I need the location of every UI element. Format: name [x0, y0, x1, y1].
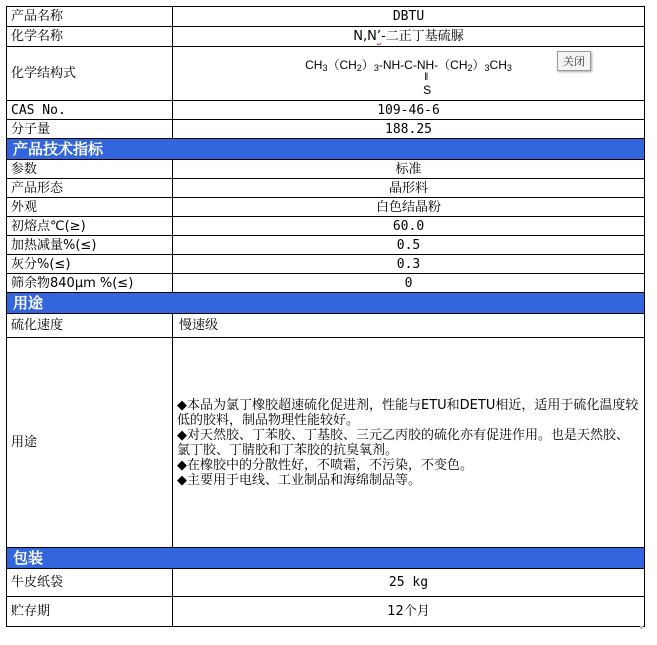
- tech-label: 产品形态: [7, 179, 173, 198]
- label-cas: CAS No.: [7, 101, 173, 120]
- close-button[interactable]: 关闭: [557, 51, 591, 71]
- tech-value: 0.3: [173, 255, 645, 274]
- row-cure-speed: [7, 314, 645, 338]
- row-usage: [7, 338, 645, 548]
- label-package: 牛皮纸袋: [7, 569, 173, 597]
- section-title-usage: 用途: [7, 293, 645, 314]
- tech-value: 白色结晶粉: [173, 198, 645, 217]
- tech-label: 参数: [7, 160, 173, 179]
- tech-row: [7, 255, 645, 274]
- label-cure-speed: 硫化速度: [7, 314, 173, 338]
- chem-name-mark: ’: [376, 29, 382, 44]
- value-usage: [173, 338, 645, 548]
- tech-row: [7, 198, 645, 217]
- tech-label: 加热减量%(≤): [7, 236, 173, 255]
- tech-label: 初熔点℃(≥): [7, 217, 173, 236]
- structural-formula: [305, 57, 512, 97]
- value-cure-speed: 慢速级: [173, 314, 645, 338]
- value-chemical-name: [173, 27, 645, 47]
- usage-line: ◆本品为氯丁橡胶超速硫化促进剂，性能与ETU和DETU相近，适用于硫化温度较低的胶料，制品物理性能较好。: [177, 397, 639, 428]
- section-title-tech: 产品技术指标: [7, 139, 645, 160]
- section-title-package: 包装: [7, 548, 645, 569]
- label-chemical-name: 化学名称: [7, 27, 173, 47]
- tech-value: 60.0: [173, 217, 645, 236]
- value-molecular-weight: 188.25: [173, 120, 645, 139]
- row-product-name: [7, 7, 645, 27]
- chem-name-suffix: -二正丁基硫脲: [381, 29, 464, 44]
- usage-line: ◆在橡胶中的分散性好，不喷霜，不污染，不变色。: [177, 457, 473, 473]
- value-cas: 109-46-6: [173, 101, 645, 120]
- row-chemical-name: [7, 27, 645, 47]
- label-product-name: 产品名称: [7, 7, 173, 27]
- tech-row: [7, 160, 645, 179]
- tech-value: 0.5: [173, 236, 645, 255]
- tech-row: [7, 179, 645, 198]
- tech-label: 筛余物840μm %(≤): [7, 274, 173, 293]
- label-storage: 贮存期: [7, 597, 173, 627]
- tech-value: 0: [173, 274, 645, 293]
- tech-label: 灰分%(≤): [7, 255, 173, 274]
- label-molecular-weight: 分子量: [7, 120, 173, 139]
- row-storage: [7, 597, 645, 627]
- row-structure: [7, 47, 645, 101]
- value-product-name: DBTU: [173, 7, 645, 27]
- tech-value: 标准: [173, 160, 645, 179]
- chem-name-prefix: N,N: [353, 29, 377, 44]
- double-bond-mark: ‖: [424, 71, 429, 83]
- usage-line: ◆主要用于电线、工业制品和海绵制品等。: [177, 472, 421, 488]
- row-molecular-weight: [7, 120, 645, 139]
- tech-label: 外观: [7, 198, 173, 217]
- page-corner-dot: [640, 626, 643, 629]
- usage-line: ◆对天然胶、丁苯胶、丁基胶、三元乙丙胶的硫化亦有促进作用。也是天然胶、氯丁胶、丁腈胶和丁苯胶的抗臭氧剂。: [177, 427, 629, 458]
- tech-row: [7, 274, 645, 293]
- row-package: [7, 569, 645, 597]
- label-structure: 化学结构式: [7, 47, 173, 101]
- value-package: 25 kg: [173, 569, 645, 597]
- section-package: [7, 548, 645, 569]
- sulfur-atom: S: [423, 82, 432, 97]
- row-cas: [7, 101, 645, 120]
- formula-main: $CH_3(CH_2)_3-NH-C-NH-(CH_2)_3CH_3$: [305, 57, 512, 73]
- product-spec-table: [6, 6, 645, 627]
- value-storage: 12个月: [173, 597, 645, 627]
- tech-row: [7, 236, 645, 255]
- label-usage: 用途: [7, 338, 173, 548]
- section-tech: [7, 139, 645, 160]
- tech-row: [7, 217, 645, 236]
- tech-value: 晶形料: [173, 179, 645, 198]
- section-usage: [7, 293, 645, 314]
